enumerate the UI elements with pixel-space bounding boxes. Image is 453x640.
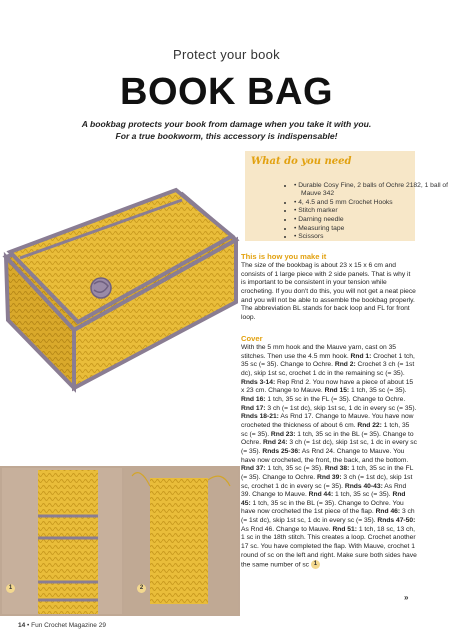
page-title: BOOK BAG: [120, 71, 333, 113]
footer-separator: •: [27, 622, 30, 629]
round-text: Rep Rnd 2. You now have a piece of about 15 x 23 cm. Change to Mauve.: [241, 378, 414, 395]
materials-heading: What do you need: [251, 156, 352, 167]
materials-list: [254, 182, 452, 242]
round-text: 1 tch, 35 sc in the BL (= 35). Change to Ochre.: [241, 430, 414, 447]
round-text: Crochet 1 tch, 35 sc (= 35). Change to Ochre.: [241, 352, 415, 369]
round-label: Rnd 2:: [334, 361, 356, 369]
materials-item: • • Durable Cosy Fine, 2 balls of Ochre 2182, 1 ball of Mauve 342: [294, 182, 452, 199]
round-label: Rnds 47-50:: [377, 517, 416, 525]
photo-reference-badge: 1: [311, 560, 320, 569]
round-text: 1 tch, 35 sc (= 35).: [349, 387, 407, 395]
round-text: 1 tch, 35 sc in the FL (= 35). Change to Ochre.: [265, 395, 406, 403]
book-bag-photo: [0, 152, 240, 440]
round-label: Rnd 24:: [262, 439, 288, 447]
round-label: Rnd 16:: [241, 395, 266, 403]
continue-arrow: »: [404, 593, 409, 602]
round-label: Rnd 22:: [357, 421, 382, 429]
materials-item: • • Darning needle: [294, 216, 452, 225]
round-text: 1 tch, 35 sc (= 35).: [333, 491, 393, 499]
round-label: Rnd 46:: [375, 508, 401, 516]
howto-heading: This is how you make it: [241, 252, 327, 261]
page-number: 14: [18, 622, 26, 629]
round-label: Rnd 44:: [308, 491, 334, 499]
round-text: As Rnd 46. Change to Mauve.: [241, 525, 333, 533]
materials-item: • • Scissors: [294, 233, 452, 242]
intro-line-1: A bookbag protects your book from damage when you take it with you.: [81, 119, 372, 129]
round-text: 1 tch, 35 sc (= 35).: [241, 421, 410, 438]
cover-text: [241, 344, 417, 570]
round-label: Rnds 18-21:: [241, 413, 279, 421]
materials-item: • • 4, 4.5 and 5 mm Crochet Hooks: [294, 199, 452, 208]
round-label: Rnd 45:: [241, 491, 406, 507]
round-text: 1 tch, 35 sc (= 35).: [265, 465, 325, 473]
photo-number-2: 2: [137, 584, 146, 593]
materials-item: • • Stitch marker: [294, 207, 452, 216]
round-text: 1 tch, 18 sc, 13 ch, 1 sc in the 18th stitch. This creates a loop. Crochet another 17 sc. You have completed the flap. With Mauve, crochet 1 round of sc on the left and right. Make sure both sides have the same number of sc: [241, 525, 417, 569]
page-footer: [18, 622, 106, 629]
photo-number-1: 1: [6, 584, 15, 593]
round-text: 3 ch (= 1st dc), skip 1st sc, 1 dc in every sc (= 35).: [265, 404, 417, 412]
round-label: Rnd 51:: [332, 525, 357, 533]
round-label: Rnds 40-43:: [344, 482, 383, 490]
round-text: 3 ch (= 1st dc), skip 1st sc, crochet 1 dc in every sc (= 35).: [241, 473, 413, 490]
cover-heading: Cover: [241, 334, 263, 343]
materials-item: • • Measuring tape: [294, 225, 452, 234]
intro-line-2: For a true bookworm, this accessory is indispensable!: [115, 131, 338, 141]
round-label: Rnd 1:: [350, 352, 372, 360]
cover-rounds: [241, 353, 417, 569]
round-label: Rnds 25-36:: [262, 447, 301, 455]
intro-text: [40, 118, 413, 142]
round-text: As Rnd 17. Change to Mauve. You have now crocheted the thickness of about 6 cm.: [241, 413, 414, 429]
progress-photos: [0, 466, 240, 616]
round-text: As Rnd 39. Change to Mauve.: [241, 482, 407, 499]
round-label: Rnd 38:: [324, 465, 350, 473]
round-label: Rnd 39:: [317, 473, 342, 481]
howto-text: The size of the bookbag is about 23 x 15 x 6 cm and consists of 1 large piece with 2 side panels. That is why it is important to be consistent in your tension while crocheting. If you don't do this, you will not get a neat piece and you will not be able to assemble the bookbag properly. The abbreviation BL stands for back loop and FL for front loop.: [241, 262, 416, 321]
round-label: Rnd 17:: [241, 404, 266, 412]
round-label: Rnd 37:: [241, 465, 266, 473]
cover-intro: With the 5 mm hook and the Mauve yarn, cast on 35 stitches. Then use the 4.5 mm hook.: [241, 344, 397, 360]
round-text: 3 ch (= 1st dc), skip 1st sc, 1 dc in every sc (= 35).: [241, 439, 417, 455]
round-text: 1 tch, 35 sc in the FL (= 35). Change to Ochre.: [241, 465, 414, 481]
round-label: Rnd 23:: [270, 430, 296, 438]
round-text: 1 tch, 35 sc in the BL (= 35). Change to Ochre. You have now crocheted the 1st piece of the flap.: [241, 499, 404, 516]
round-text: As Rnd 24. Change to Mauve. You have now crocheted, the front, the back, and the bottom.: [241, 447, 409, 464]
round-text: Crochet 3 ch (= 1st dc), skip 1st sc, crochet 1 dc in the remaining sc (= 35).: [241, 361, 415, 377]
round-label: Rnd 15:: [324, 387, 350, 395]
page-kicker: Protect your book: [173, 47, 280, 62]
round-text: 3 ch (= 1st dc), skip 1st sc, 1 dc in every sc (= 35).: [241, 508, 415, 525]
magazine-name: Fun Crochet Magazine 29: [31, 622, 106, 629]
round-label: Rnds 3-14:: [241, 378, 276, 386]
